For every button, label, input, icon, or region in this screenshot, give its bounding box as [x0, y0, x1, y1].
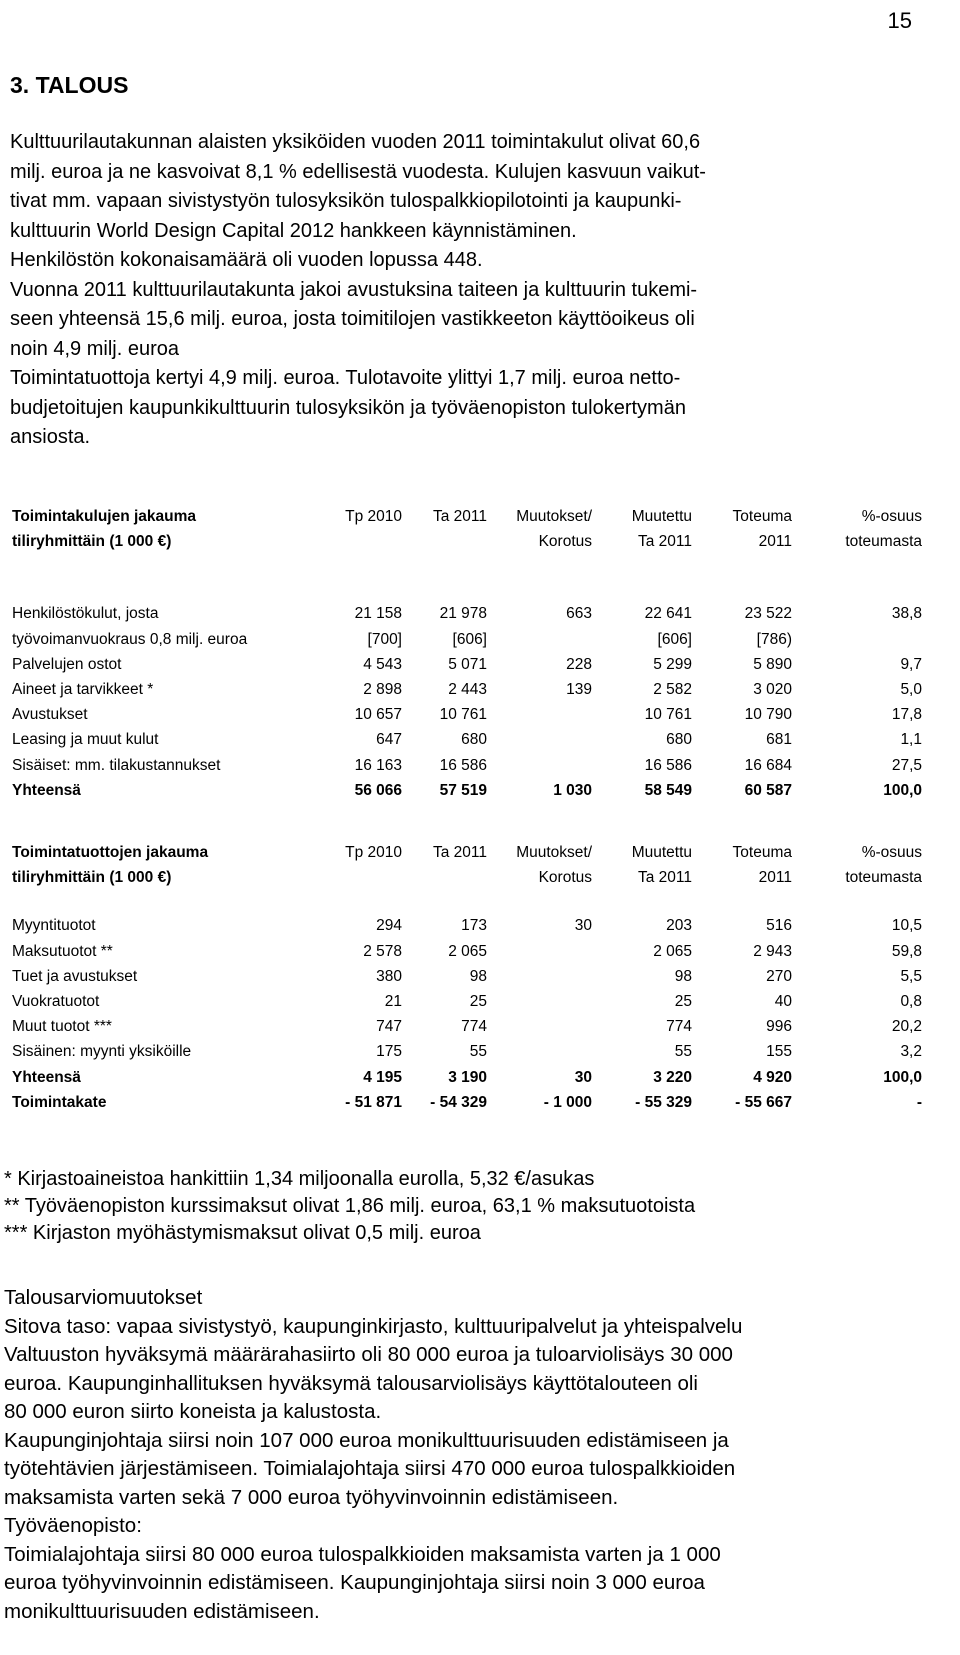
intro-line: tivat mm. vapaan sivistystyön tulosyksikön tulospalkkiopilotointi ja kaupunki- [10, 190, 682, 212]
cell-value: 3 190 [448, 1068, 487, 1086]
budget-line: työtehtävien järjestämiseen. Toimialajohtaja siirsi 470 000 euroa tulospalkkioiden [4, 1457, 736, 1480]
cell-value: 40 [774, 992, 792, 1010]
intro-text [10, 128, 950, 453]
cell-value: 16 586 [644, 756, 692, 774]
table-row [12, 917, 942, 942]
cell-value: 3,2 [900, 1043, 922, 1061]
intro-line: Henkilöstön kokonaisamäärä oli vuoden lopussa 448. [10, 249, 483, 271]
table-row [12, 631, 942, 656]
table-row [12, 782, 942, 807]
cell-value: - 54 329 [430, 1093, 487, 1111]
table-header [12, 844, 942, 869]
cell-value: 5,5 [900, 967, 922, 985]
cell-value: Muutettu [631, 844, 692, 861]
row-label: Henkilöstökulut, josta [12, 605, 159, 623]
cell-value: 2011 [758, 533, 792, 551]
cell-value: 516 [766, 917, 792, 935]
cell-value: 16 684 [744, 756, 792, 774]
cell-value: 98 [469, 967, 487, 985]
row-label: tiliryhmittäin (1 000 €) [12, 533, 172, 551]
row-label: Sisäinen: myynti yksiköille [12, 1043, 192, 1061]
cell-value: 17,8 [891, 706, 922, 724]
table-row [12, 757, 942, 782]
cell-value: 30 [574, 1068, 592, 1086]
cell-value: 647 [376, 731, 402, 749]
cell-value: Muutokset/ [516, 844, 592, 861]
cell-value: 203 [666, 917, 692, 935]
table-row [12, 1018, 942, 1043]
cell-value: 2 578 [363, 942, 402, 960]
table-row [12, 706, 942, 731]
cell-value: 2011 [758, 869, 792, 887]
row-label: Leasing ja muut kulut [12, 731, 159, 749]
cell-value: 5 890 [753, 655, 792, 673]
cell-value: Muutettu [631, 508, 692, 525]
budget-line: Sitova taso: vapaa sivistystyö, kaupunginkirjasto, kulttuuripalvelut ja yhteispalvelu [4, 1314, 743, 1338]
cell-value: 380 [376, 967, 402, 985]
cell-value: 21 978 [439, 605, 487, 623]
cell-value: 55 [469, 1043, 487, 1061]
cell-value: 60 587 [744, 781, 792, 799]
table-header [12, 533, 942, 558]
cell-value: 2 898 [363, 680, 402, 698]
intro-line: Kulttuurilautakunnan alaisten yksiköiden vuoden 2011 toimintakulut olivat 60,6 [10, 131, 701, 153]
row-label: Aineet ja tarvikkeet * [12, 680, 154, 698]
cell-value: 4 920 [753, 1068, 792, 1086]
cell-value: 139 [566, 680, 592, 698]
table-row [12, 1043, 942, 1068]
cell-value: Tp 2010 [345, 844, 402, 861]
cell-value: 4 195 [363, 1068, 402, 1086]
cell-value: toteumasta [845, 533, 922, 551]
footnote: *** Kirjaston myöhästymismaksut olivat 0,5 milj. euroa [4, 1222, 481, 1244]
budget-changes [4, 1284, 954, 1626]
budget-line: Työväenopisto: [4, 1514, 142, 1537]
cell-value: 9,7 [900, 655, 922, 673]
cell-value: 2 443 [448, 680, 487, 698]
intro-line: ansiosta. [10, 426, 91, 448]
row-label: Tuet ja avustukset [12, 967, 138, 985]
budget-line: monikulttuurisuuden edistämiseen. [4, 1599, 320, 1623]
cell-value: - 51 871 [345, 1093, 402, 1111]
budget-line: Toimialajohtaja siirsi 80 000 euroa tulospalkkioiden maksamista varten ja 1 000 [4, 1542, 721, 1566]
cell-value: 4 543 [363, 655, 402, 673]
footnotes [4, 1168, 695, 1249]
row-label: Avustukset [12, 706, 88, 724]
cell-value: 10,5 [891, 917, 922, 935]
cell-value: 55 [674, 1043, 692, 1061]
cell-value: 59,8 [891, 942, 922, 960]
cell-value: 294 [376, 917, 402, 935]
intro-line: Toimintatuottoja kertyi 4,9 milj. euroa. Tulotavoite ylittyi 1,7 milj. euroa netto- [10, 367, 681, 389]
table-row [12, 1094, 942, 1119]
cell-value: 98 [674, 967, 692, 985]
table-row [12, 993, 942, 1018]
cell-value: 5 299 [653, 655, 692, 673]
cell-value: 38,8 [891, 605, 922, 623]
row-label: Yhteensä [12, 781, 81, 799]
cell-value: 774 [666, 1018, 692, 1036]
cell-value: 22 641 [644, 605, 692, 623]
cell-value: 0,8 [900, 992, 922, 1010]
table-row [12, 731, 942, 756]
cell-value: 30 [574, 917, 592, 935]
cell-value: 175 [376, 1043, 402, 1061]
cell-value: 25 [674, 992, 692, 1010]
cell-value: 1,1 [900, 731, 922, 749]
cell-value: 10 790 [744, 706, 792, 724]
cell-value: 27,5 [891, 756, 922, 774]
cell-value: 996 [766, 1018, 792, 1036]
cell-value: 1 030 [553, 781, 592, 799]
cell-value: Toteuma [732, 844, 792, 861]
income-table [12, 844, 942, 1119]
intro-line: milj. euroa ja ne kasvoivat 8,1 % edellisestä vuodesta. Kulujen kasvuun vaikut- [10, 160, 706, 183]
cell-value: %-osuus [861, 508, 922, 525]
budget-line: Kaupunginjohtaja siirsi noin 107 000 euroa monikulttuurisuuden edistämiseen ja [4, 1428, 729, 1452]
table-row [12, 968, 942, 993]
intro-line: Vuonna 2011 kulttuurilautakunta jakoi avustuksina taiteen ja kulttuurin tukemi- [10, 278, 698, 301]
cell-value: 23 522 [744, 605, 792, 623]
cell-value: 16 586 [439, 756, 487, 774]
cell-value: 2 943 [753, 942, 792, 960]
cell-value: 10 761 [439, 706, 487, 724]
cell-value: - 55 329 [635, 1093, 692, 1111]
budget-line: 80 000 euron siirto koneista ja kalustosta. [4, 1400, 382, 1423]
cell-value: [606] [657, 630, 692, 648]
cell-value: 228 [566, 655, 592, 673]
cell-value: 3 220 [653, 1068, 692, 1086]
cell-value: [700] [367, 630, 402, 648]
cell-value: toteumasta [845, 869, 922, 887]
budget-line: Talousarviomuutokset [4, 1286, 203, 1309]
footnote: * Kirjastoaineistoa hankittiin 1,34 miljoonalla eurolla, 5,32 €/asukas [4, 1168, 595, 1190]
cell-value: 20,2 [891, 1018, 922, 1036]
footnote: ** Työväenopiston kurssimaksut olivat 1,86 milj. euroa, 63,1 % maksutuotoista [4, 1195, 696, 1217]
table-header [12, 508, 942, 533]
cell-value: 16 163 [354, 756, 402, 774]
budget-line: euroa. Kaupunginhallituksen hyväksymä talousarviolisäys käyttötalouteen oli [4, 1371, 698, 1395]
cell-value: Ta 2011 [637, 869, 692, 887]
cell-value: 100,0 [883, 1068, 922, 1086]
intro-line: noin 4,9 milj. euroa [10, 337, 179, 360]
row-label: Vuokratuotot [12, 992, 100, 1010]
section-heading: 3. TALOUS [10, 72, 129, 98]
cell-value: 681 [766, 731, 792, 749]
cell-value: 10 657 [354, 706, 402, 724]
cell-value: [606] [452, 630, 487, 648]
cell-value: 25 [469, 992, 487, 1010]
budget-line: euroa työhyvinvoinnin edistämiseen. Kaupunginjohtaja siirsi noin 3 000 euroa [4, 1571, 705, 1594]
row-label: Myyntituotot [12, 917, 96, 935]
cell-value: 663 [566, 605, 592, 623]
budget-line: Valtuuston hyväksymä määrärahasiirto oli 80 000 euroa ja tuloarviolisäys 30 000 [4, 1343, 733, 1366]
row-label: Yhteensä [12, 1068, 81, 1086]
cell-value: %-osuus [861, 844, 922, 861]
cell-value: Korotus [538, 869, 592, 887]
cell-value: Toteuma [732, 508, 792, 525]
cell-value: 680 [666, 731, 692, 749]
intro-line: kulttuurin World Design Capital 2012 hankkeen käynnistäminen. [10, 219, 577, 242]
cell-value: 774 [461, 1018, 487, 1036]
cell-value: 58 549 [644, 781, 692, 799]
cell-value: 57 519 [439, 781, 487, 799]
table-row [12, 1069, 942, 1094]
cell-value: 155 [766, 1043, 792, 1061]
cell-value: - 1 000 [543, 1093, 592, 1111]
cell-value: Korotus [538, 533, 592, 551]
cell-value: Ta 2011 [432, 508, 487, 525]
cell-value: 3 020 [753, 680, 792, 698]
row-label: työvoimanvuokraus 0,8 milj. euroa [12, 630, 248, 648]
table-row [12, 605, 942, 630]
cell-value: Muutokset/ [516, 508, 592, 525]
cell-value: Tp 2010 [345, 508, 402, 525]
cell-value: [786) [756, 630, 792, 648]
cell-value: 5,0 [900, 680, 922, 698]
cell-value: 21 [384, 992, 402, 1010]
intro-line: seen yhteensä 15,6 milj. euroa, josta toimitilojen vastikkeeton käyttöoikeus oli [10, 308, 695, 330]
row-label: Palvelujen ostot [12, 655, 122, 673]
table-row [12, 943, 942, 968]
cell-value: 56 066 [354, 781, 402, 799]
cell-value: 100,0 [883, 781, 922, 799]
row-label: Toimintakate [12, 1093, 107, 1111]
cell-value: 5 071 [448, 655, 487, 673]
cell-value: 10 761 [644, 706, 692, 724]
row-label: Toimintatuottojen jakauma [12, 844, 209, 861]
cell-value: 747 [376, 1018, 402, 1036]
intro-line: budjetoitujen kaupunkikulttuurin tulosyksikön ja työväenopiston tulokertymän [10, 396, 686, 419]
table-header [12, 869, 942, 894]
row-label: Sisäiset: mm. tilakustannukset [12, 756, 221, 774]
cell-value: Ta 2011 [637, 533, 692, 551]
cell-value: 2 582 [653, 680, 692, 698]
row-label: Maksutuotot ** [12, 942, 113, 960]
row-label: Toimintakulujen jakauma [12, 508, 197, 525]
cell-value: 2 065 [653, 942, 692, 960]
table-row [12, 681, 942, 706]
budget-line: maksamista varten sekä 7 000 euroa työhyvinvoinnin edistämiseen. [4, 1485, 619, 1509]
costs-table [12, 508, 942, 807]
cell-value: 680 [461, 731, 487, 749]
cell-value: 270 [766, 967, 792, 985]
cell-value: 173 [461, 917, 487, 935]
page-number: 15 [887, 8, 912, 33]
cell-value: 21 158 [354, 605, 402, 623]
row-label: Muut tuotot *** [12, 1018, 112, 1036]
cell-value: 2 065 [448, 942, 487, 960]
table-row [12, 656, 942, 681]
cell-value: - [916, 1093, 922, 1111]
cell-value: - 55 667 [735, 1093, 792, 1111]
row-label: tiliryhmittäin (1 000 €) [12, 869, 172, 887]
cell-value: Ta 2011 [432, 844, 487, 861]
